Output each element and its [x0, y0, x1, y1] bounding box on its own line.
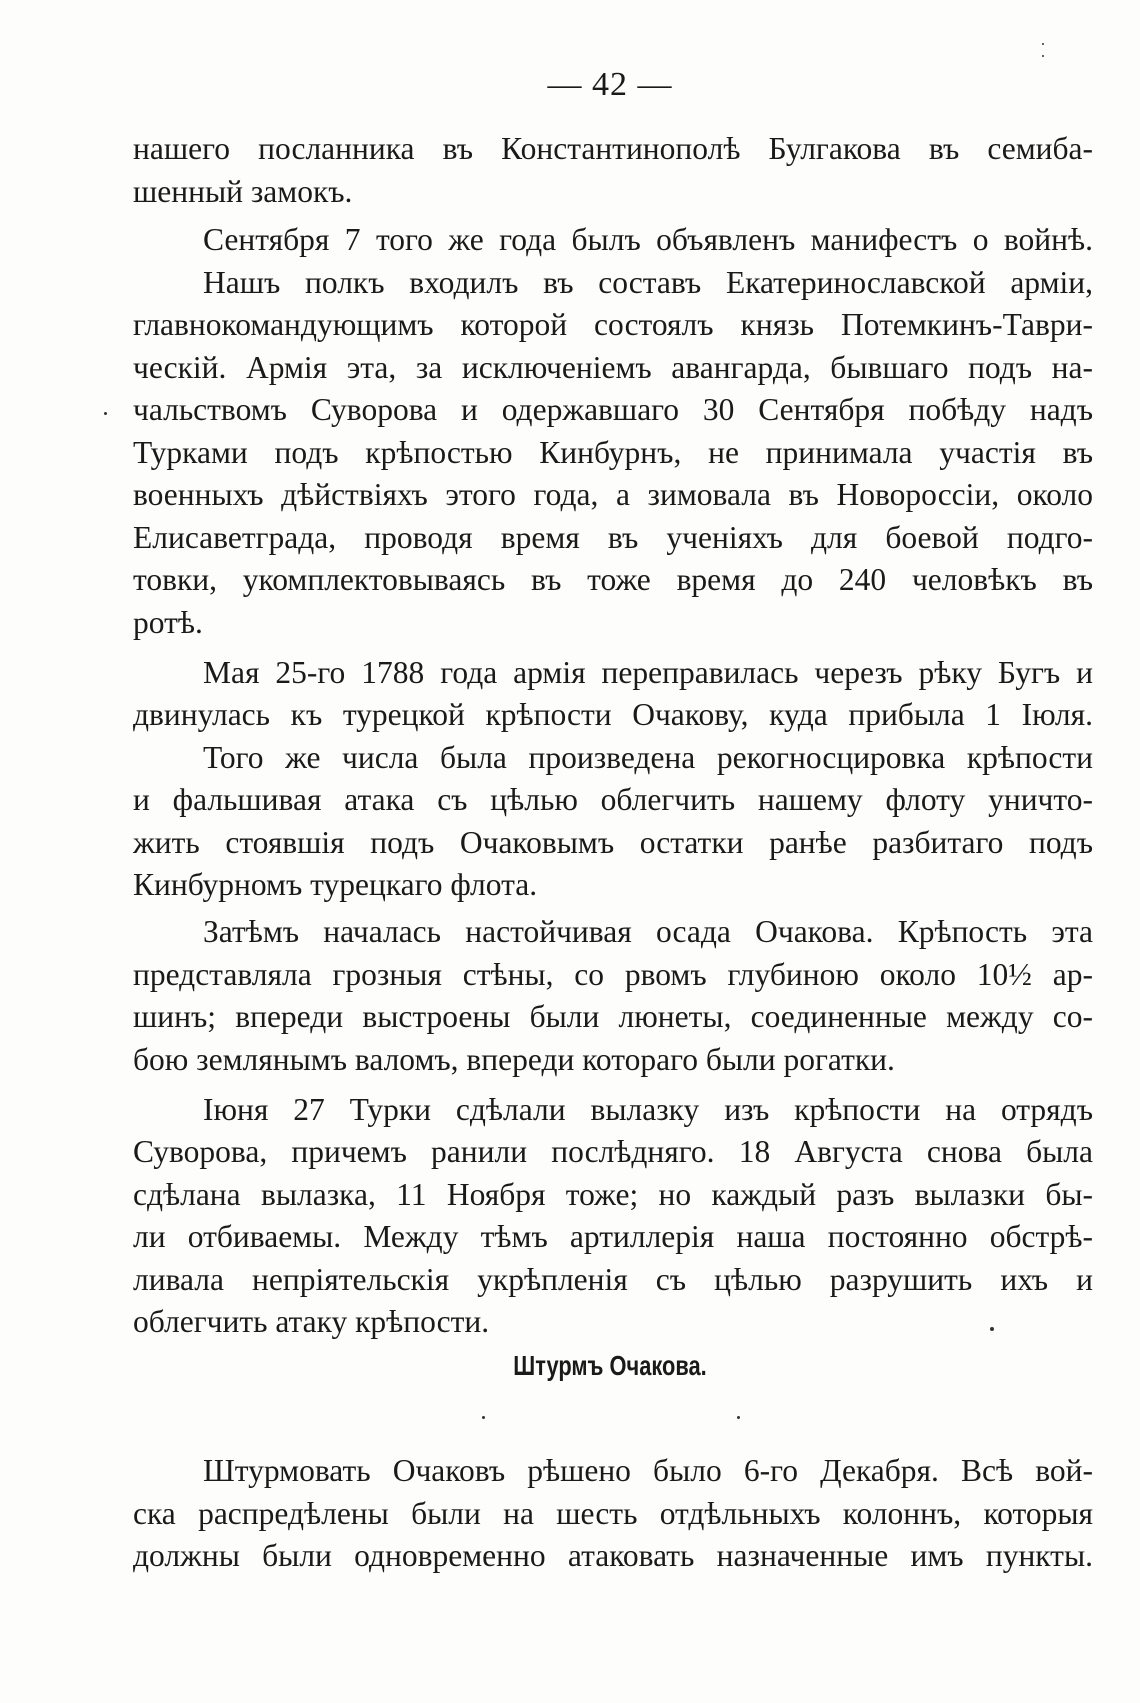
print-speck — [990, 1327, 994, 1331]
print-speck — [737, 1416, 740, 1419]
text-line: и фальшивая атака съ цѣлью облегчить нашему флоту уничто- — [133, 782, 1093, 817]
text-line: жить стоявшія подъ Очаковымъ остатки ранѣе разбитаго подъ — [133, 824, 1093, 860]
text-line: Іюня 27 Турки сдѣлали вылазку изъ крѣпости на отрядъ — [203, 1091, 1093, 1127]
text-line: шинъ; впереди выстроены были люнеты, соединенные между со- — [133, 999, 1093, 1034]
text-line: облегчить атаку крѣпости. — [133, 1304, 490, 1339]
print-speck — [1042, 43, 1044, 45]
text-line: сдѣлана вылазка, 11 Ноября тоже; но каждый разъ вылазки бы- — [133, 1176, 1093, 1212]
text-line: Елисаветграда, проводя время въ ученіяхъ для боевой подго- — [133, 519, 1093, 555]
text-line: Штурмовать Очаковъ рѣшено было 6-го Декабря. Всѣ вой- — [203, 1453, 1093, 1488]
text-line: Турками подъ крѣпостью Кинбурнъ, не принимала участія въ — [133, 434, 1093, 470]
text-line: товки, укомплектовываясь въ тоже время до 240 человѣкъ въ — [133, 562, 1093, 597]
text-line: бою землянымъ валомъ, впереди котораго были рогатки. — [133, 1041, 895, 1077]
text-line: главнокомандующимъ которой состоялъ князь Потемкинъ-Таври- — [133, 307, 1093, 342]
text-line: шенный замокъ. — [133, 174, 353, 209]
page-number: — 42 — — [547, 66, 673, 103]
text-line: военныхъ дѣйствіяхъ этого года, а зимовала въ Новороссіи, около — [133, 477, 1093, 512]
main-text — [133, 128, 1093, 1344]
text-line: Кинбурномъ турецкаго флота. — [133, 867, 538, 902]
text-line: ротѣ. — [133, 604, 203, 640]
text-line: ли отбиваемы. Между тѣмъ артиллерія наша постоянно обстрѣ- — [133, 1219, 1093, 1254]
print-speck — [482, 1416, 485, 1419]
text-line: Мая 25-го 1788 года армія переправилась черезъ рѣку Бугъ и — [203, 654, 1093, 690]
text-line: Нашъ полкъ входилъ въ составъ Екатеринославской арміи, — [203, 264, 1093, 300]
text-line: ска распредѣлены были на шесть отдѣльныхъ колоннъ, которыя — [133, 1495, 1093, 1531]
print-speck — [1042, 55, 1044, 57]
text-line: Затѣмъ началась настойчивая осада Очакова. Крѣпость эта — [203, 914, 1093, 949]
text-line: Суворова, причемъ ранили послѣдняго. 18 Августа снова была — [133, 1134, 1093, 1169]
section-heading: Штурмъ Очакова. — [513, 1350, 707, 1381]
text-line: нашего посланника въ Константинополѣ Булгакова въ семиба- — [133, 131, 1093, 166]
text-line: двинулась къ турецкой крѣпости Очакову, куда прибыла 1 Іюля. — [133, 697, 1093, 732]
text-line: должны были одновременно атаковать назначенные имъ пункты. — [133, 1538, 1093, 1573]
text-line: чальствомъ Суворова и одержавшаго 30 Сентября побѣду надъ — [133, 392, 1093, 427]
text-line: Сентября 7 того же года былъ объявленъ манифестъ о войнѣ. — [203, 222, 1093, 257]
text-line: представляла грозныя стѣны, со рвомъ глубиною около 10½ ар- — [133, 956, 1093, 992]
section-text — [133, 1450, 1093, 1578]
text-line: ческій. Армія эта, за исключеніемъ авангарда, бывшаго подъ на- — [133, 349, 1093, 385]
text-line: Того же числа была произведена рекогносцировка крѣпости — [203, 739, 1093, 775]
print-speck — [104, 412, 107, 415]
text-line: ливала непріятельскія укрѣпленія съ цѣлью разрушить ихъ и — [133, 1261, 1093, 1297]
